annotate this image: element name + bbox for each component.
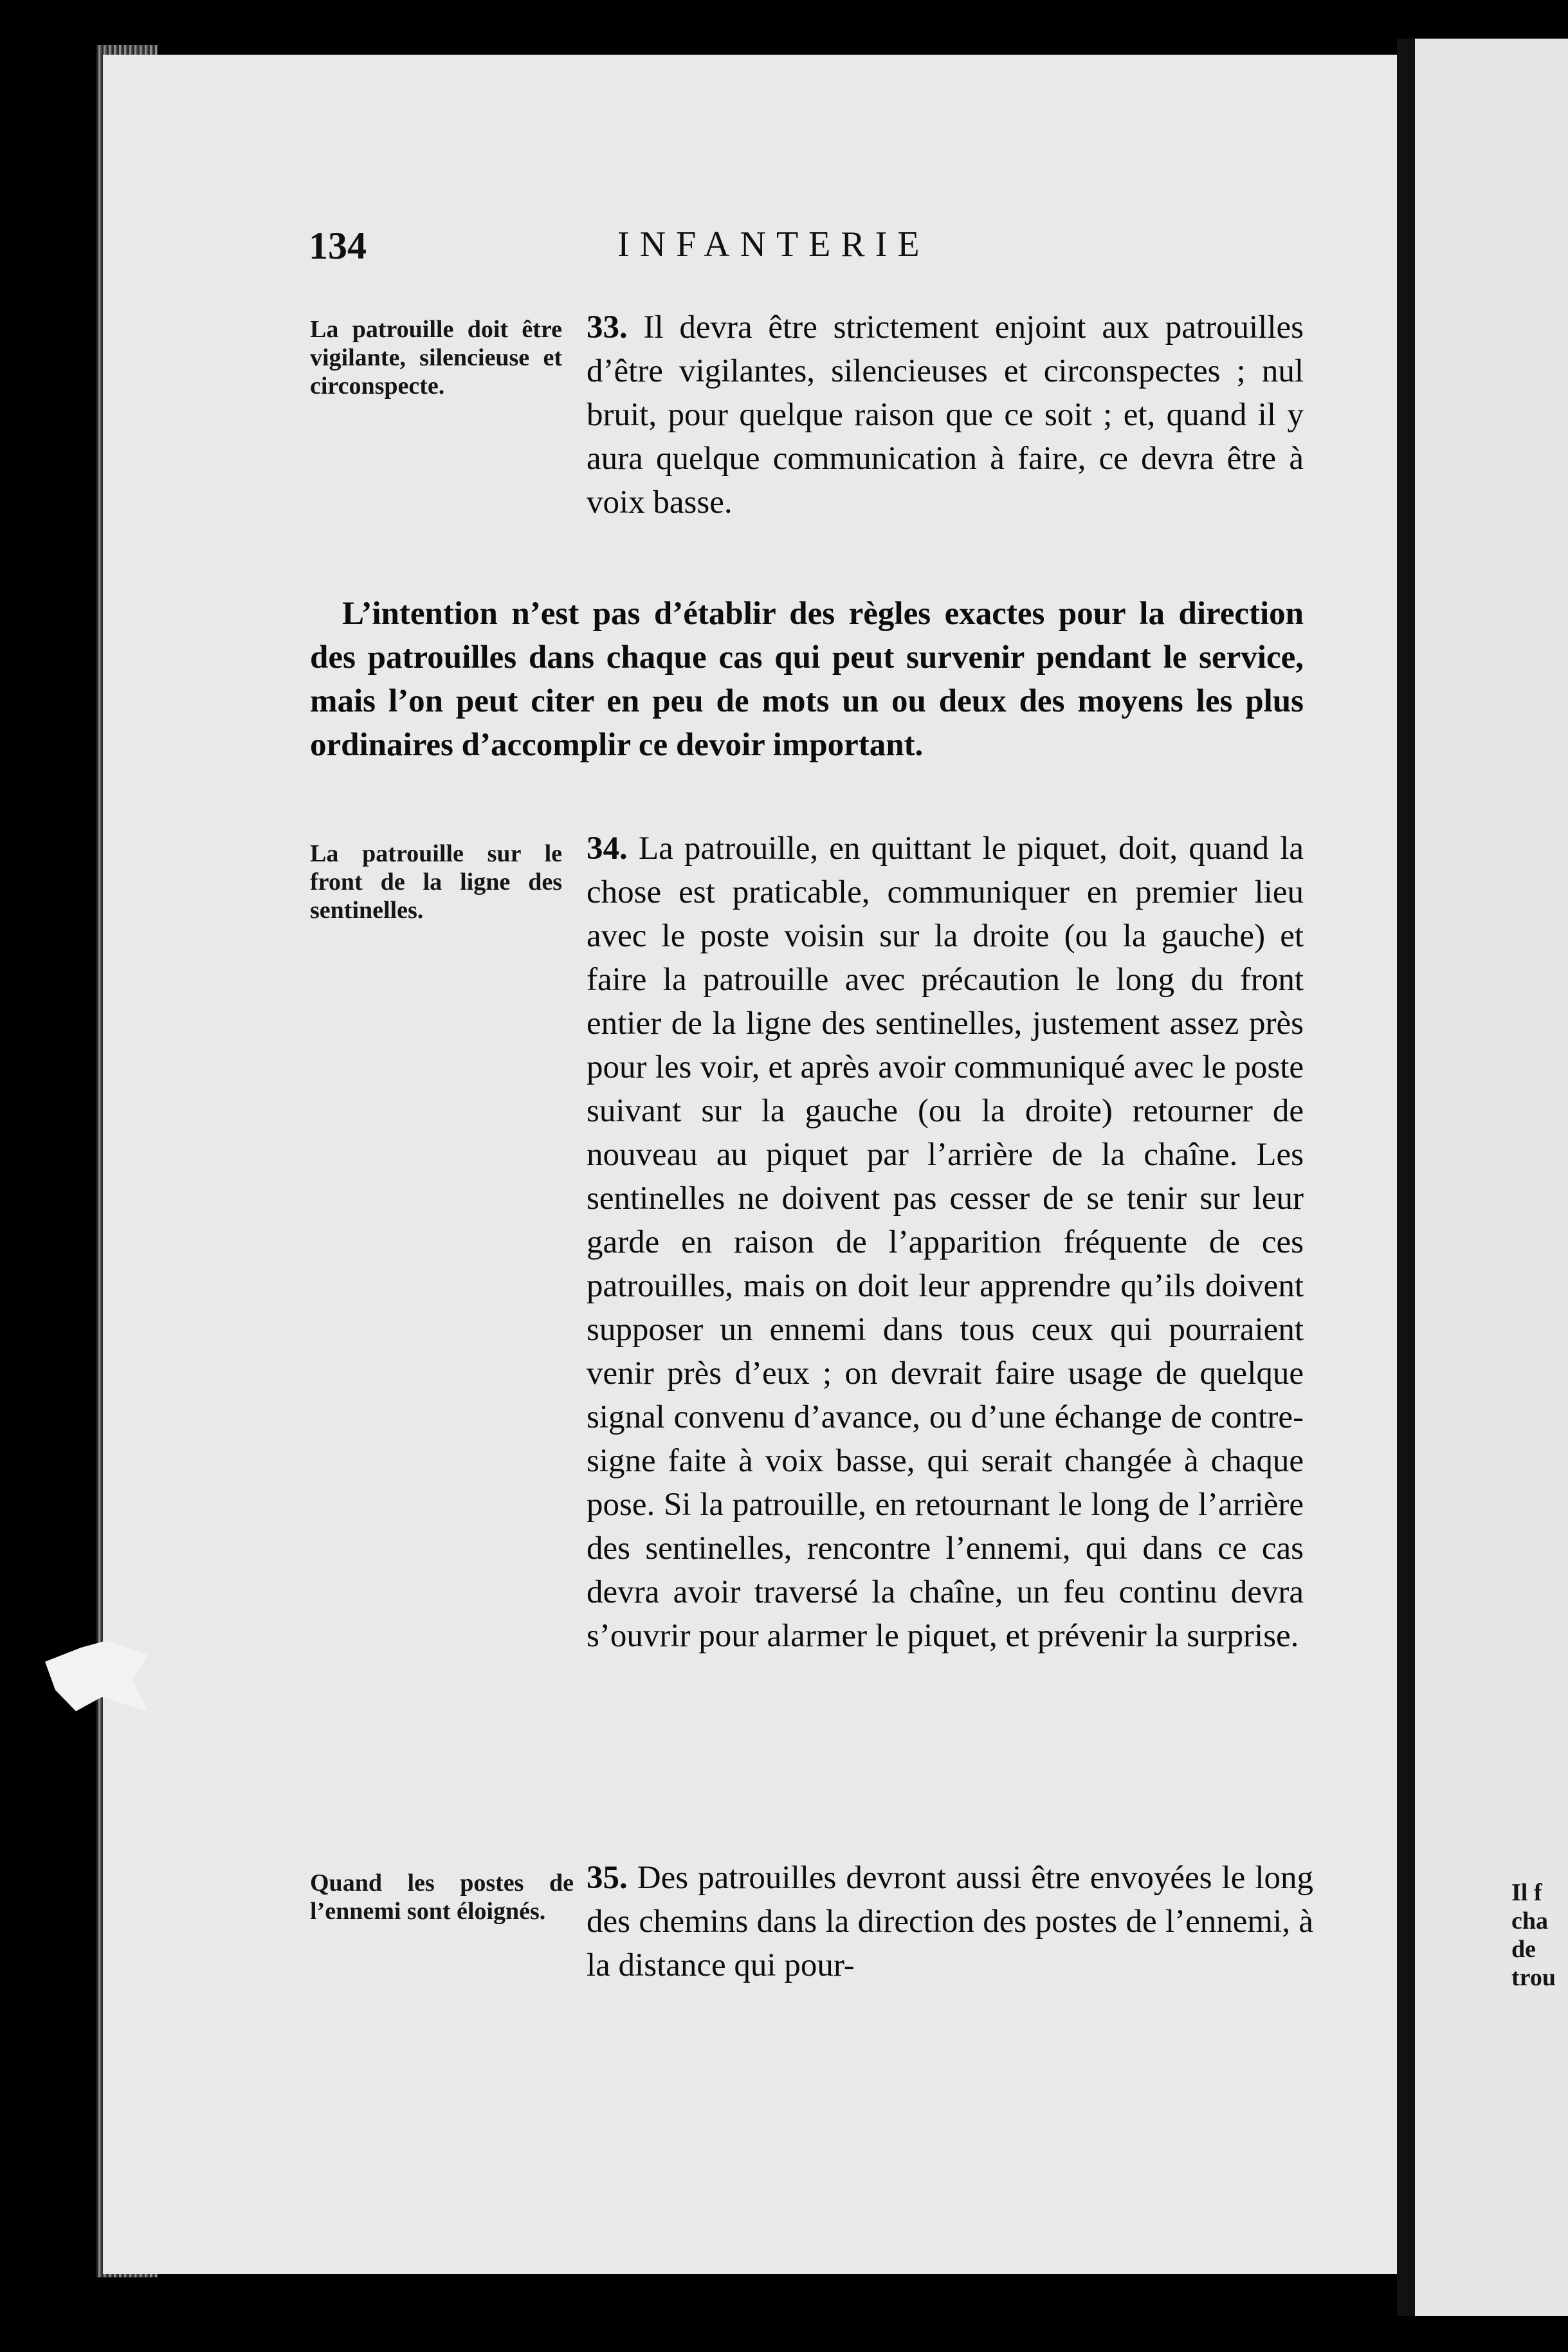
- side-note-35: Quand les postes de l’ennemi sont éloignés.: [310, 1870, 574, 1925]
- side-note-34: La patrouille sur le front de la ligne des sentinelles.: [310, 840, 562, 924]
- paragraph-35: [587, 1856, 1313, 1987]
- facing-line: trou: [1511, 1964, 1556, 1991]
- paragraph-intention: L’intention n’est pas d’établir des règles exactes pour la direction des patrouilles dans chaque cas qui peut survenir pendant le service, mais l’on peut citer en peu de mots un ou deux des moyens les plus ordinaires d’accomplir ce devoir important.: [310, 596, 1304, 763]
- paragraph-text-35: Des patrouilles devront aussi être envoyées le long des chemins dans la direction des postes de l’ennemi, à la distance qui pour-: [587, 1860, 1313, 1983]
- facing-line: Il f: [1511, 1879, 1542, 1906]
- paragraph-number-34: 34.: [587, 831, 628, 867]
- paragraph-text-33: Il devra être strictement enjoint aux patrouilles d’être vigilantes, silencieuses et circonspectes ; nul bruit, pour quelque raison que ce soit ; et, quand il y aura quelque communication à faire, ce devra être à voix basse.: [587, 309, 1304, 520]
- running-head: [309, 224, 1312, 275]
- facing-line: cha: [1511, 1907, 1548, 1934]
- gutter-shadow: [1397, 39, 1415, 2316]
- page-number: 134: [309, 225, 367, 267]
- paragraph-text-34: La patrouille, en quittant le piquet, doit, quand la chose est praticable, communiquer en premier lieu avec le poste voisin sur la droite (ou la gauche) et faire la patrouille avec précaution le long du front entier de la ligne des sentinelles, justement assez près pour les voir, et après avoir communiqué avec le poste suivant sur la gauche (ou la droite) retourner de nouveau au piquet par l’arrière de la chaîne. Les sentinelles ne doivent pas cesser de se tenir sur leur garde en raison de l’apparition fréquente de ces patrouilles, mais on doit leur apprendre qu’ils doivent supposer un ennemi dans tous ceux qui pourraient venir près d’eux ; on devrait faire usage de quelque signal convenu d’avance, ou d’une échange de contre-signe faite à voix basse, qui serait changée à chaque pose. Si la patrouille, en retournant le long de l’arrière des sentinelles, rencontre l’ennemi, qui dans ce cas devra avoir traversé la chaîne, un feu continu devra s’ouvrir pour alarmer le piquet, et prévenir la surprise.: [587, 831, 1304, 1654]
- paragraph-number-35: 35.: [587, 1860, 628, 1896]
- facing-line: de: [1511, 1936, 1536, 1963]
- paragraph-34: [587, 827, 1304, 1658]
- paragraph-number-33: 33.: [587, 309, 628, 345]
- paragraph-33: [587, 306, 1304, 524]
- side-note-33: La patrouille doit être vigilante, silencieuse et circonspecte.: [310, 316, 562, 400]
- running-title: INFANTERIE: [617, 225, 930, 264]
- facing-page-fragment: [1511, 1879, 1556, 1992]
